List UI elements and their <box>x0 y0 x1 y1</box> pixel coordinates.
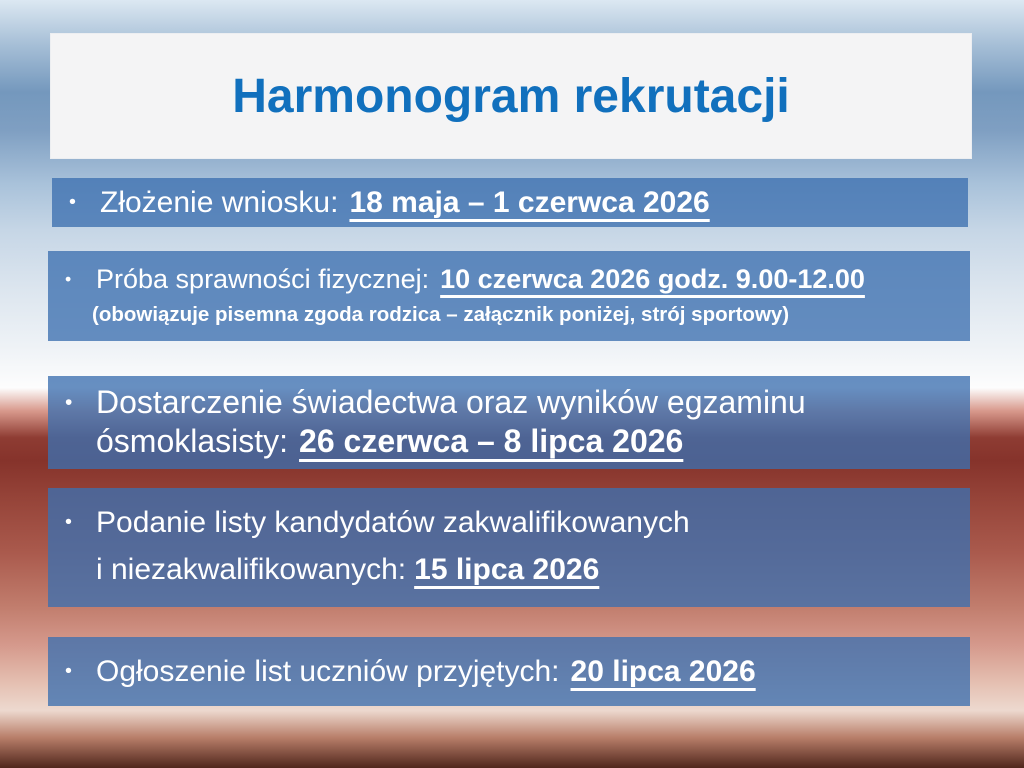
item-date: 10 czerwca 2026 godz. 9.00-12.00 <box>440 264 865 294</box>
schedule-item-text <box>48 263 970 296</box>
schedule-item-text <box>100 178 968 227</box>
item-label-line1: Podanie listy kandydatów zakwalifikowanych <box>96 506 690 539</box>
schedule-item-podanie-listy <box>48 488 970 607</box>
bullet-icon: • <box>65 511 72 533</box>
item-label-line2: ósmoklasisty: <box>96 423 289 459</box>
page-title: Harmonogram rekrutacji <box>232 69 790 123</box>
item-date: 20 lipca 2026 <box>570 655 756 688</box>
schedule-item-text <box>96 383 970 461</box>
bullet-icon: • <box>65 660 72 682</box>
item-label: Ogłoszenie list uczniów przyjętych: <box>96 655 560 688</box>
schedule-item-text <box>96 637 970 706</box>
item-label: Próba sprawności fizycznej: <box>96 264 430 294</box>
schedule-item-zlozenie-wniosku <box>52 178 968 227</box>
bullet-icon: • <box>65 269 72 289</box>
schedule-item-proba-sprawnosci <box>48 251 970 341</box>
item-label-line1: Dostarczenie świadectwa oraz wyników egzaminu <box>96 384 806 420</box>
schedule-item-ogloszenie-list <box>48 637 970 706</box>
bullet-icon: • <box>69 191 76 213</box>
title-box <box>50 33 972 159</box>
item-date: 15 lipca 2026 <box>414 553 600 586</box>
bullet-icon: • <box>65 391 73 414</box>
schedule-item-dostarczenie-swiadectwa <box>48 376 970 469</box>
item-date: 18 maja – 1 czerwca 2026 <box>349 186 710 219</box>
item-label: Złożenie wniosku: <box>100 186 339 219</box>
item-note: (obowiązuje pisemna zgoda rodzica – załącznik poniżej, strój sportowy) <box>92 303 790 326</box>
item-label-line2: i niezakwalifikowanych: <box>96 553 407 586</box>
schedule-item-text <box>96 499 970 593</box>
item-date: 26 czerwca – 8 lipca 2026 <box>299 423 684 459</box>
